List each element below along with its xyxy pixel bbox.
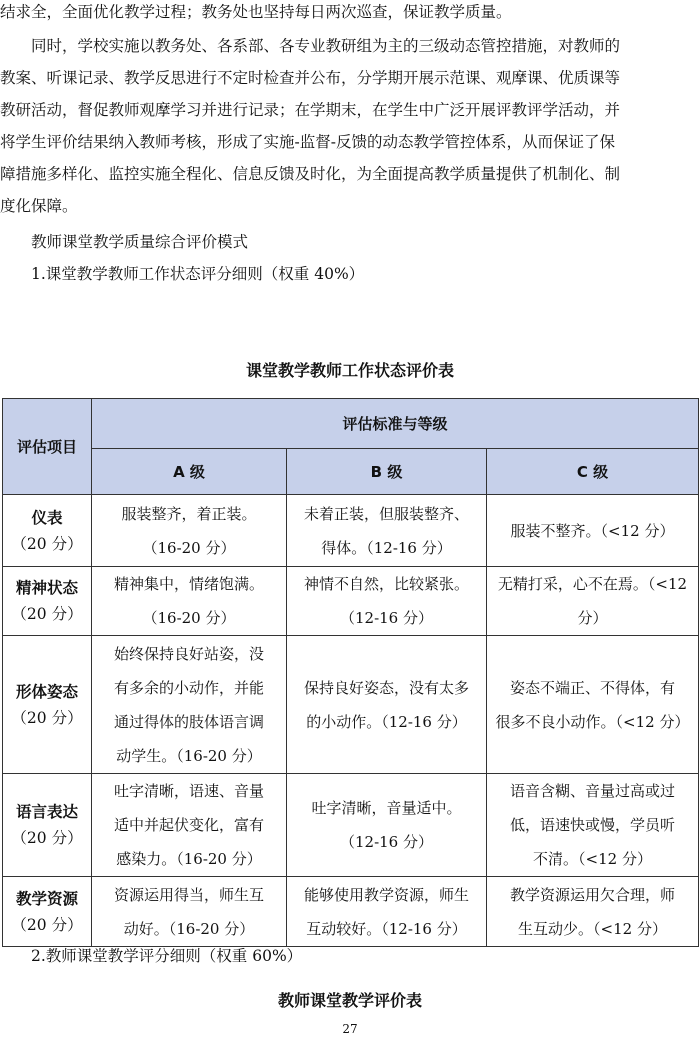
section-item-2: 2.教师课堂教学评分细则（权重 60%） bbox=[31, 947, 303, 965]
grade-b-cell: 未着正装，但服装整齐、 得体。（12-16 分） bbox=[287, 495, 487, 567]
row-label: 仪表 （20 分） bbox=[3, 495, 92, 567]
grade-a-cell: 吐字清晰，语速、音量 适中并起伏变化，富有 感染力。（16-20 分） bbox=[92, 774, 287, 877]
row-label: 精神状态 （20 分） bbox=[3, 567, 92, 636]
text-line: 教研活动，督促教师观摩学习并进行记录；在学期末，在学生中广泛开展评教评学活动，并 bbox=[0, 101, 621, 119]
row-label: 教学资源 （20 分） bbox=[3, 877, 92, 947]
grade-c-cell: 姿态不端正、不得体，有 很多不良小动作。（<12 分） bbox=[487, 636, 699, 774]
paragraph-management bbox=[0, 30, 696, 222]
grade-a-cell: 精神集中，情绪饱满。 （16-20 分） bbox=[92, 567, 287, 636]
section-item-1: 1.课堂教学教师工作状态评分细则（权重 40%） bbox=[31, 265, 365, 283]
grade-b-cell: 吐字清晰，音量适中。 （12-16 分） bbox=[287, 774, 487, 877]
grade-c-cell: 教学资源运用欠合理，师 生互动少。（<12 分） bbox=[487, 877, 699, 947]
grade-c-cell: 无精打采，心不在焉。（<12 分） bbox=[487, 567, 699, 636]
table-row bbox=[3, 567, 699, 636]
header-grade-a: A 级 bbox=[92, 449, 287, 495]
grade-a-cell: 服装整齐，着正装。 （16-20 分） bbox=[92, 495, 287, 567]
text-line: 教案、听课记录、教学反思进行不定时检查并公布，分学期开展示范课、观摩课、优质课等 bbox=[0, 69, 621, 87]
row-label: 语言表达 （20 分） bbox=[3, 774, 92, 877]
grade-c-cell: 语音含糊、音量过高或过 低，语速快或慢，学员听 不清。（<12 分） bbox=[487, 774, 699, 877]
header-evaluation-item: 评估项目 bbox=[3, 399, 92, 495]
grade-b-cell: 能够使用教学资源，师生 互动较好。（12-16 分） bbox=[287, 877, 487, 947]
row-label: 形体姿态 （20 分） bbox=[3, 636, 92, 774]
text-line: 将学生评价结果纳入教师考核，形成了实施-监督-反馈的动态教学管控体系，从而保证了保 bbox=[0, 133, 615, 151]
page-number: 27 bbox=[342, 1022, 358, 1036]
table-title: 课堂教学教师工作状态评价表 bbox=[245, 361, 454, 380]
table-row bbox=[3, 877, 699, 947]
header-standard-grade: 评估标准与等级 bbox=[92, 399, 699, 449]
text-line: 障措施多样化、监控实施全程化、信息反馈及时化，为全面提高教学质量提供了机制化、制 bbox=[0, 165, 621, 183]
grade-b-cell: 保持良好姿态，没有太多 的小动作。（12-16 分） bbox=[287, 636, 487, 774]
table-row bbox=[3, 774, 699, 877]
grade-a-cell: 始终保持良好站姿，没 有多余的小动作，并能 通过得体的肢体语言调 动学生。（16-20 分） bbox=[92, 636, 287, 774]
grade-c-cell: 服装不整齐。（<12 分） bbox=[487, 495, 699, 567]
grade-b-cell: 神情不自然，比较紧张。 （12-16 分） bbox=[287, 567, 487, 636]
text-line: 结求全，全面优化教学过程；教务处也坚持每日两次巡查，保证教学质量。 bbox=[0, 3, 512, 21]
text-line: 度化保障。 bbox=[0, 197, 78, 215]
model-title: 教师课堂教学质量综合评价模式 bbox=[31, 233, 249, 251]
table-row bbox=[3, 636, 699, 774]
text-line: 同时，学校实施以教务处、各系部、各专业教研组为主的三级动态管控措施，对教师的 bbox=[31, 37, 621, 55]
header-grade-c: C 级 bbox=[487, 449, 699, 495]
table-row bbox=[3, 495, 699, 567]
grade-a-cell: 资源运用得当，师生互 动好。（16-20 分） bbox=[92, 877, 287, 947]
paragraph-continuation bbox=[0, 0, 696, 28]
evaluation-table bbox=[2, 398, 699, 947]
table-title-2: 教师课堂教学评价表 bbox=[277, 991, 422, 1010]
header-grade-b: B 级 bbox=[287, 449, 487, 495]
